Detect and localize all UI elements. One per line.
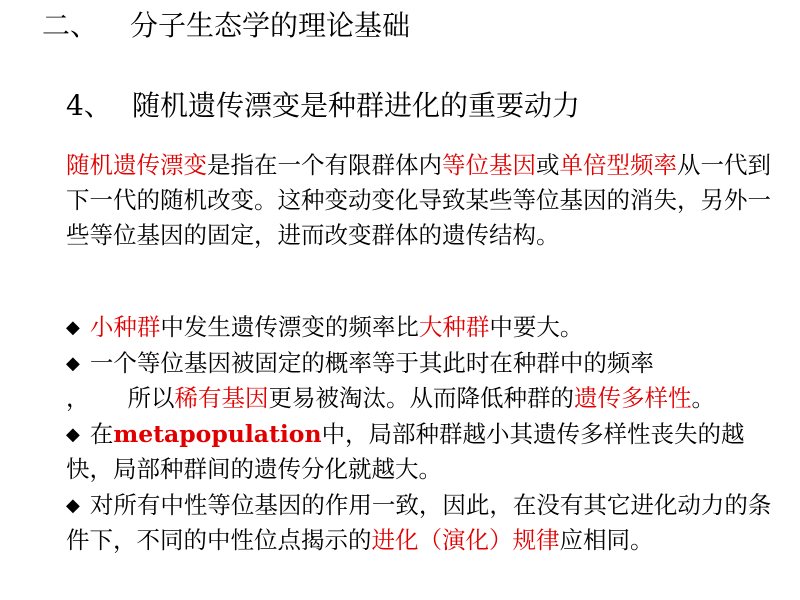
bullet-4-text-1: 对所有中性等位基因的作用一致，因此，在没有其它进化动力的条件下，不同的中性位点揭示的: [66, 491, 772, 554]
section-heading: [42, 6, 410, 46]
bullet-1-red-1: 小种群: [89, 313, 161, 341]
term-random-genetic-drift: 随机遗传漂变: [66, 151, 207, 179]
bullet-1-red-2: 大种群: [418, 313, 490, 341]
black-diamond-icon: ◆: [66, 424, 80, 445]
subsection-title: 随机遗传漂变是种群进化的重要动力: [132, 89, 581, 122]
definition-text-2: 或: [536, 151, 560, 179]
term-allele: 等位基因: [442, 151, 536, 179]
bullet-4-red-1: 进化（演化）规律: [371, 526, 560, 554]
bullet-3-text-2: 中，局部种群越小其遗传多样性丧失的越快，局部种群间的遗传分化就越大。: [66, 420, 745, 483]
bullet-3-red-1: metapopulation: [113, 420, 322, 448]
bullet-2-red-1: 稀有基因: [174, 384, 269, 412]
bullet-2-text-3: 所以: [127, 384, 175, 412]
section-number: 二、: [42, 9, 99, 42]
bullet-2-text-4: 更易被淘汰。从而降低种群的: [268, 384, 574, 412]
bullet-2-text-1: 一个等位基因被固定的概率等于其此时在种群中的频率: [89, 349, 654, 377]
bullet-4-text-2: 应相同。: [559, 526, 654, 554]
black-diamond-icon: ◆: [66, 495, 80, 516]
bullet-2-text-5: 。: [691, 384, 715, 412]
bullet-item-4: [66, 488, 776, 558]
definition-text-3: 从一代到下一代的随机改变。这种变动变化导致某些等位基因的消失，另外一些等位基因的固定，进而改变群体的遗传结构。: [66, 151, 771, 249]
bullet-2-red-2: 遗传多样性: [574, 384, 692, 412]
bullet-1-text-2: 中要大。: [489, 313, 584, 341]
bullet-2-text-2: ，: [66, 384, 90, 412]
subsection-heading: [66, 86, 580, 126]
subsection-number: 4、: [66, 89, 112, 122]
bullet-3-text-1: 在: [89, 420, 114, 448]
bullet-1-text-1: 中发生遗传漂变的频率比: [160, 313, 419, 341]
black-diamond-icon: ◆: [66, 353, 80, 374]
bullet-item-1: [66, 310, 776, 345]
term-haplotype-frequency: 单倍型频率: [559, 151, 677, 179]
definition-paragraph: [66, 148, 776, 253]
section-title: 分子生态学的理论基础: [130, 9, 411, 42]
bullet-list: [66, 310, 776, 559]
bullet-item-3: [66, 417, 776, 487]
black-diamond-icon: ◆: [66, 317, 80, 338]
bullet-item-2: [66, 346, 776, 416]
definition-text-1: 是指在一个有限群体内: [207, 151, 442, 179]
